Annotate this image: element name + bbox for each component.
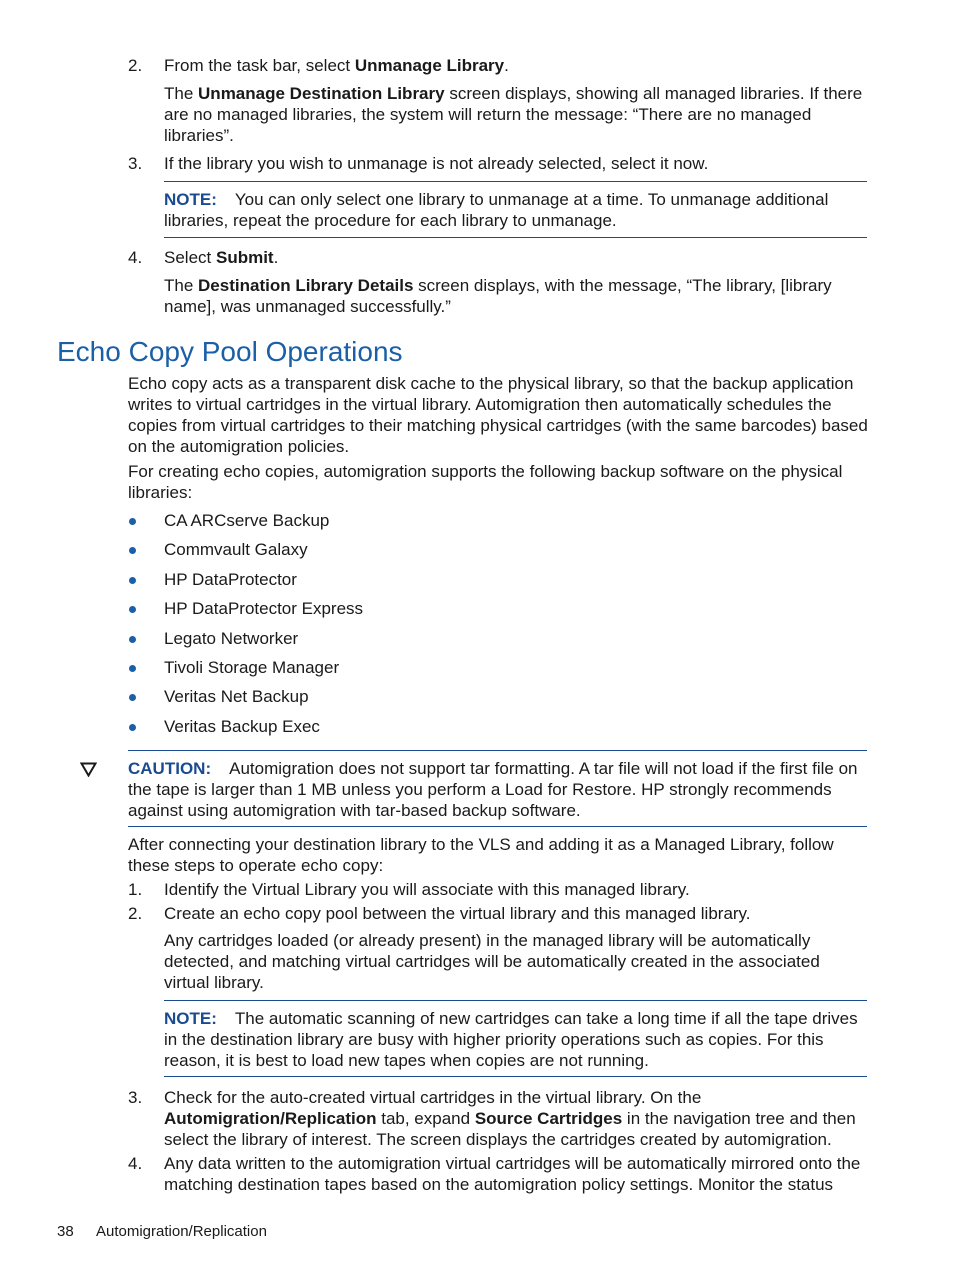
paragraph: For creating echo copies, automigration supports the following backup software on the physical libraries:	[128, 462, 843, 502]
note-rule-top	[164, 181, 867, 182]
paragraph: After connecting your destination library to the VLS and adding it as a Managed Library, follow these steps to operate echo copy:	[128, 835, 834, 875]
note-rule-bottom	[164, 237, 867, 238]
list-item: Tivoli Storage Manager	[164, 658, 340, 677]
step-text: If the library you wish to unmanage is not already selected, select it now.	[164, 154, 709, 173]
step-number: 3.	[128, 154, 143, 173]
list-item: CA ARCserve Backup	[164, 511, 330, 530]
bullet-icon	[129, 724, 136, 731]
note-text: You can only select one library to unmanage at a time. To unmanage additional libraries, repeat the procedure for each library to unmanage.	[164, 190, 829, 230]
bullet-icon	[129, 665, 136, 672]
step-detail: The Unmanage Destination Library screen displays, showing all managed libraries. If there are no managed libraries, the system will return the message: “There are no managed libraries”.	[164, 84, 863, 145]
caution-rule-top	[128, 750, 867, 751]
note-box	[164, 1008, 868, 1071]
caution-icon	[80, 762, 97, 782]
list-item: Veritas Backup Exec	[164, 717, 320, 736]
step-text: Any data written to the automigration virtual cartridges will be automatically mirrored onto the matching destination tapes based on the automigration policy settings. Monitor the status	[164, 1154, 861, 1194]
step-text: Create an echo copy pool between the virtual library and this managed library.	[164, 904, 751, 923]
bullet-icon	[129, 577, 136, 584]
step-number: 3.	[128, 1088, 143, 1107]
list-item: HP DataProtector	[164, 570, 297, 589]
note-rule-bottom	[164, 1076, 867, 1077]
note-text: The automatic scanning of new cartridges can take a long time if all the tape drives in the destination library are busy with higher priority operations such as copies. For this reason, it is best to load new tapes when copies are not running.	[164, 1009, 858, 1070]
bullet-icon	[129, 518, 136, 525]
step-detail: Any cartridges loaded (or already present) in the managed library will be automatically detected, and matching virtual cartridges will be automatically created in the associated virtual library.	[164, 931, 820, 992]
page-number: 38	[57, 1223, 74, 1240]
bullet-icon	[129, 606, 136, 613]
step-detail: The Destination Library Details screen displays, with the message, “The library, [library name], was unmanaged successfully.”	[164, 276, 832, 316]
step-number: 2.	[128, 904, 143, 923]
caution-text: Automigration does not support tar formatting. A tar file will not load if the first file on the tape is larger than 1 MB unless you perform a Load for Restore. HP strongly recommends against using automigration with tar-based backup software.	[128, 759, 858, 820]
bullet-icon	[129, 694, 136, 701]
note-label: NOTE:	[164, 190, 217, 209]
step-number: 1.	[128, 880, 143, 899]
step-number: 4.	[128, 248, 143, 267]
step-text: Check for the auto-created virtual cartridges in the virtual library. On the Automigration/Replication tab, expand Source Cartridges in the navigation tree and then select the library of interest. The screen displays the cartridges created by automigration.	[164, 1088, 856, 1149]
step-number: 4.	[128, 1154, 143, 1173]
footer-chapter: Automigration/Replication	[96, 1223, 267, 1240]
paragraph: Echo copy acts as a transparent disk cache to the physical library, so that the backup application writes to virtual cartridges in the virtual library. Automigration then automatically schedules the copies from virtual cartridges to their matching physical cartridges (with the same barcodes) based on the automigration policies.	[128, 374, 868, 456]
note-box	[164, 189, 864, 231]
caution-rule-bottom	[128, 826, 867, 827]
list-item: Commvault Galaxy	[164, 540, 308, 559]
list-item: Veritas Net Backup	[164, 687, 309, 706]
bullet-icon	[129, 636, 136, 643]
note-rule-top	[164, 1000, 867, 1001]
bullet-icon	[129, 547, 136, 554]
step-number: 2.	[128, 56, 143, 75]
list-item: HP DataProtector Express	[164, 599, 364, 618]
note-label: NOTE:	[164, 1009, 217, 1028]
step-text: Identify the Virtual Library you will associate with this managed library.	[164, 880, 690, 899]
caution-box	[128, 758, 863, 821]
step-text: From the task bar, select Unmanage Library.	[164, 56, 509, 75]
caution-label: CAUTION:	[128, 759, 212, 778]
step-text: Select Submit.	[164, 248, 279, 267]
list-item: Legato Networker	[164, 629, 299, 648]
section-heading: Echo Copy Pool Operations	[57, 336, 403, 367]
